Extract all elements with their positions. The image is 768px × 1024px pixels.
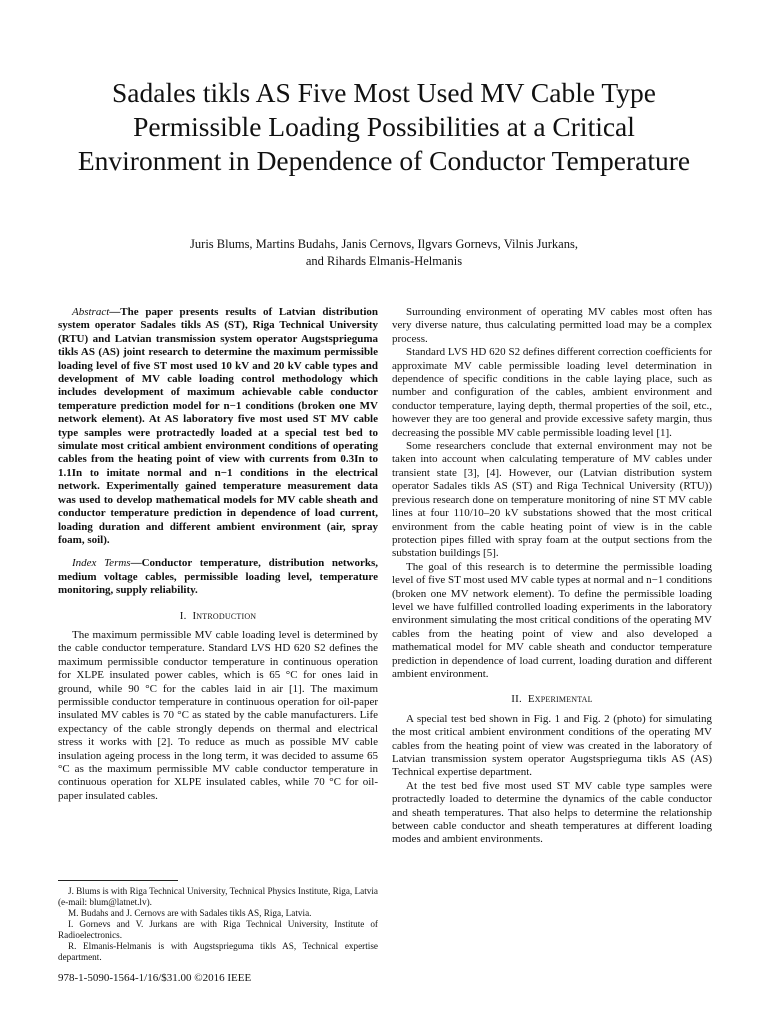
author-line-2: and Rihards Elmanis-Helmanis [305,254,463,268]
abstract-text: —The paper presents results of Latvian distribution system operator Sadales tikls AS (ST), Riga Technical University (RTU) and Latvian transmission system operator Augstsprieguma tikls AS (AS) joint research to determine the maximum permissible loading level of five ST most used 10 kV and 20 kV cable types and development of MV cable loading control methodology which includes development of maximum achievable cable conductor temperature prediction model for n−1 conditions (broken one MV network element). At AS laboratory five most used ST MV cable type samples were protractedly loaded at a special test bed to simulate most critical ambient environment conditions of operating cables from the heating point of view with currents from 0.3In to 1.1In to imitate normal and n−1 conditions in the electrical network. Experimentally gained temperature measurement data was used to develop mathematical models for MV cable sheath and conductor temperature prediction in dependence of load current, loading duration and different ambient environment (air, spray foam, soil). [58,306,378,546]
author-line-1: Juris Blums, Martins Budahs, Janis Cernovs, Ilgvars Gornevs, Vilnis Jurkans, [190,237,578,251]
paragraph-loading: At the test bed five most used ST MV cable type samples were protractedly loaded to determine the dynamics of the cable conductor and sheath temperatures. That also helps to determine the relationship between cable conductor and sheath temperatures at different loading modes and ambient environments. [392,779,712,846]
right-column [392,306,712,847]
abstract-label: Abstract [72,306,110,318]
section-title: Experimental [527,693,593,706]
paragraph-researchers: Some researchers conclude that external environment may not be taken into account when calculating temperature of MV cables under transient state [3], [4]. However, our (Latvian distribution system operator Sadales tikls AS (ST) and Riga Technical University (RTU)) previous research done on temperature monitoring of nine ST MV cable lines at four 110/10–20 kV substations showed that the most critical environment from the cable heating point of view is in the cable protection pipes filled with spray foam at the output sections from the substation buildings [5]. [392,440,712,560]
section-title: Introduction [192,609,257,622]
paragraph-standard: Standard LVS HD 620 S2 defines different correction coefficients for approximate MV cable permissible loading level determination in dependence of specific conditions in the cable laying place, such as number and configuration of the cables, ambient environment and conductor temperature, laying depth, thermal properties of the soil, etc., however they are too general and provide excessive safety margin, thus decreasing the possible MV cable permissible loading level [1]. [392,346,712,439]
section-number: I. [179,609,187,622]
footnote-rule [58,880,178,881]
paragraph-goal: The goal of this research is to determine the permissible loading level of five ST most used MV cable types at normal and n−1 conditions (broken one MV network element). To define the permissible loading level we have fulfilled controlled loading experiments in the laboratory environment simulating the most critical conditions of the operating MV cables from the heating point of view and also developed a mathematical model for MV cable sheath and conductor temperature prediction in dependence of load current, loading duration and different ambient environment. [392,560,712,680]
footnote: R. Elmanis-Helmanis is with Augstsprieguma tikls AS, Technical expertise department. [58,941,378,962]
paper-title: Sadales tikls AS Five Most Used MV Cable Type Permissible Loading Possibilities at a Critical Environment in Dependence of Conductor Temperature [77,77,691,176]
footnote: M. Budahs and J. Cernovs are with Sadales tikls AS, Riga, Latvia. [68,908,312,918]
index-terms-text: —Conductor temperature, distribution networks, medium voltage cables, permissible loading level, temperature monitoring, supply reliability. [58,557,378,597]
footnote: I. Gornevs and V. Jurkans are with Riga Technical University, Institute of Radioelectronics. [58,919,378,940]
copyright-footer: 978-1-5090-1564-1/16/$31.00 ©2016 IEEE [58,972,252,984]
paragraph-test-bed: A special test bed shown in Fig. 1 and Fig. 2 (photo) for simulating the most critical ambient environment conditions of the operating MV cables from the heating point of view was created in the laboratory of Latvian transmission system operator Augstsprieguma tikls AS (AS) Technical expertise department. [392,712,712,779]
abstract [58,306,378,547]
author-list [60,236,708,270]
section-heading-introduction [58,610,378,623]
left-column [58,306,378,803]
section-number: II. [511,693,522,706]
section-heading-experimental [392,693,712,706]
intro-paragraph: The maximum permissible MV cable loading level is determined by the cable conductor temperature. Standard LVS HD 620 S2 defines the maximum permissible conductor temperature in continuous operation for XLPE insulated power cables, which is 65 °C for ones laid in ground, while 90 °C for the cables laid in air [1]. The maximum permissible conductor temperature in continuous operation for oil-paper insulated MV cables is 70 °C as stated by the cable manufacturers. Life expectancy of the cable strongly depends on thermal and electrical stress it works with [2]. To reduce as much as possible MV cable insulation ageing process in the long term, it was decided to assume 65 °C as the maximum permissible MV cable conductor temperature in continuous operation for XLPE insulated cables, while 70 °C for oil-paper insulated cables. [58,628,378,802]
index-terms [58,557,378,597]
footnote: J. Blums is with Riga Technical University, Technical Physics Institute, Riga, Latvia (e-mail: blum@latnet.lv). [58,886,378,907]
index-terms-label: Index Terms [72,557,131,570]
paragraph-environment: Surrounding environment of operating MV cables most often has very diverse nature, thus calculating permitted load may be a complex process. [392,306,712,345]
footnotes [58,880,378,963]
